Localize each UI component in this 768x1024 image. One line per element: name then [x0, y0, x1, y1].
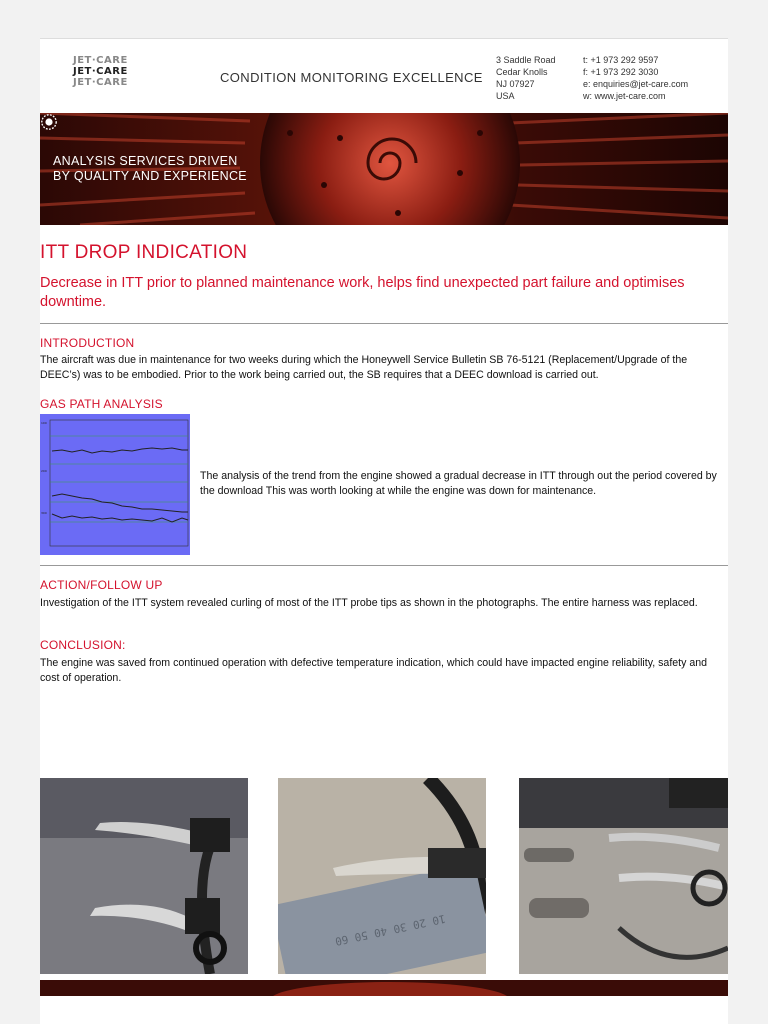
svg-text:10 20 30 40 50 60: 10 20 30 40 50 60	[333, 911, 447, 948]
conclusion-heading: CONCLUSION:	[40, 638, 126, 652]
probe-photo-1	[40, 778, 248, 974]
svg-text:100: 100	[41, 421, 47, 425]
banner-slogan	[53, 154, 247, 184]
tagline: CONDITION MONITORING EXCELLENCE	[220, 70, 483, 85]
letterhead	[40, 38, 728, 114]
action-text: Investigation of the ITT system revealed curling of most of the ITT probe tips as shown in the photographs. The entire harness was replaced.	[40, 597, 698, 609]
gear-icon	[40, 113, 58, 131]
address-line: Cedar Knolls	[496, 67, 548, 77]
gas-path-text: The analysis of the trend from the engine showed a gradual decrease in ITT through out the period covered by the download This was worth looking at while the engine was down for maintenance.	[200, 470, 717, 497]
divider	[40, 565, 728, 566]
action-heading: ACTION/FOLLOW UP	[40, 578, 163, 592]
address-line: 3 Saddle Road	[496, 55, 556, 65]
probe-photo-3	[519, 778, 728, 974]
company-address	[496, 54, 556, 102]
gas-path-heading: GAS PATH ANALYSIS	[40, 397, 163, 411]
introduction-heading: INTRODUCTION	[40, 336, 135, 350]
page-subtitle: Decrease in ITT prior to planned maintenance work, helps find unexpected part failure and optimises downtime.	[40, 275, 685, 310]
contact-website: w: www.jet-care.com	[583, 91, 666, 101]
introduction-text: The aircraft was due in maintenance for two weeks during which the Honeywell Service Bulletin SB 76-5121 (Replacement/Upgrade of the DEEC’s) was to be embodied. Prior to the work being carried out, the SB requires that a DEEC download is carried out.	[40, 354, 688, 381]
engine-banner	[40, 113, 728, 225]
logo-line: JET·CARE	[73, 77, 128, 88]
address-line: USA	[496, 91, 515, 101]
banner-line: BY QUALITY AND EXPERIENCE	[53, 169, 247, 183]
logo-line: JET·CARE	[73, 66, 128, 77]
jet-care-logo	[73, 55, 128, 88]
conclusion-text: The engine was saved from continued operation with defective temperature indication, which could have impacted engine reliability, safety and cost of operation.	[40, 657, 708, 684]
document-page	[40, 38, 728, 1024]
footer-banner	[40, 980, 728, 996]
probe-photo-2	[278, 778, 486, 974]
itt-trend-chart-image	[40, 414, 190, 555]
page-title: ITT DROP INDICATION	[40, 242, 248, 263]
logo-line: JET·CARE	[73, 55, 128, 66]
contact-phone: t: +1 973 292 9597	[583, 55, 659, 65]
svg-text:300: 300	[41, 511, 47, 515]
contact-fax: f: +1 973 292 3030	[583, 67, 659, 77]
svg-text:200: 200	[41, 469, 47, 473]
address-line: NJ 07927	[496, 79, 535, 89]
divider	[40, 323, 728, 324]
contact-email: e: enquiries@jet-care.com	[583, 79, 689, 89]
company-contact	[583, 54, 688, 102]
banner-line: ANALYSIS SERVICES DRIVEN	[53, 154, 238, 168]
trend-plot	[40, 414, 190, 555]
